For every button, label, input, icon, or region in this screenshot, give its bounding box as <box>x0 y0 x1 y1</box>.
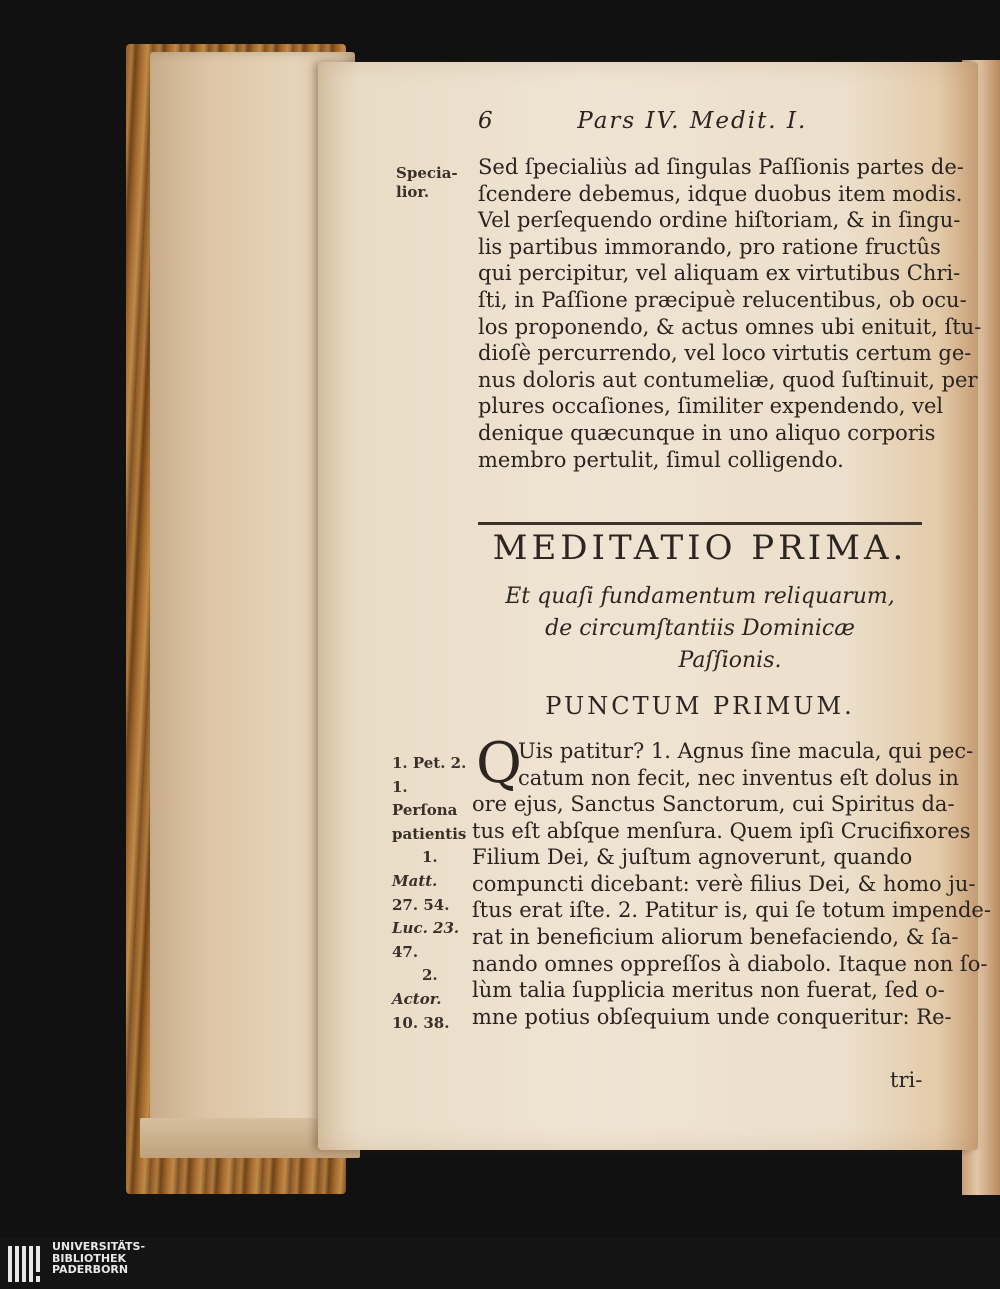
meditation-title: MEDITATIO PRIMA. <box>492 528 908 568</box>
text-line: ſti, in Paſſione præcipuè relucentibus, ob ocu- <box>478 287 967 312</box>
text-line: ſtus erat iſte. 2. Patitur is, qui ſe totum impende- <box>472 898 991 923</box>
margin-line: 1. Pet. 2. <box>392 754 467 772</box>
library-logo-text <box>52 1241 145 1276</box>
margin-line: 1. <box>392 777 408 796</box>
text-line: Sed ſpecialiùs ad ſingulas Paſſionis partes de- <box>478 155 964 179</box>
text-line: lis partibus immorando, pro ratione fructûs <box>478 234 941 259</box>
text-line: mne potius obſequium unde conqueritur: Re- <box>472 1004 952 1029</box>
text-line: lùm talia ſupplicia meritus non fuerat, ſed o- <box>472 978 945 1003</box>
meditation-subtitle-2: de circumſtantiis Dominicæ <box>545 616 855 641</box>
text-line: los proponendo, & actus omnes ubi enituit, ſtu- <box>478 314 982 339</box>
text-line: qui percipitur, vel aliquam ex virtutibus Chri- <box>478 261 961 286</box>
text-line: plures occaſiones, ſimiliter expendendo, vel <box>478 394 944 419</box>
text-line: dioſè percurrendo, vel loco virtutis certum ge- <box>478 341 972 366</box>
text-line: ſcendere debemus, idque duobus item modis. <box>478 181 963 206</box>
meditation-subtitle-1: Et quaſi fundamentum reliquarum, <box>505 584 895 609</box>
running-title: Pars IV. Medit. I. <box>577 108 808 134</box>
meditation-subtitle-3: Paſſionis. <box>678 648 782 673</box>
margin-line: 47. <box>392 942 419 961</box>
margin-note-top <box>396 164 458 202</box>
section-rule <box>478 522 922 525</box>
margin-line: 1. <box>422 848 438 867</box>
footer-bar <box>0 1238 1000 1289</box>
text-line: compuncti dicebant: verè filius Dei, & homo ju- <box>472 871 976 896</box>
margin-line: Matt. <box>392 871 438 890</box>
running-header <box>478 108 807 134</box>
margin-line: 27. 54. <box>392 895 450 914</box>
margin-line: Actor. <box>392 989 442 1008</box>
text-line: Vel perſequendo ordine hiſtoriam, & in ſingu- <box>478 208 961 233</box>
margin-line: Specia- <box>396 164 458 182</box>
margin-line: patientis <box>392 824 467 843</box>
drop-capital: Q <box>476 731 522 796</box>
text-line: membro pertulit, ſimul colligendo. <box>478 447 844 472</box>
paragraph-2-indented <box>518 738 973 791</box>
text-line: Uis patitur? 1. Agnus ſine macula, qui pec- <box>518 739 974 763</box>
logo-line: BIBLIOTHEK <box>52 1251 127 1265</box>
section-heading: PUNCTUM PRIMUM. <box>545 692 855 720</box>
logo-line: PADERBORN <box>52 1263 129 1276</box>
margin-note-bottom <box>392 752 466 1035</box>
logo-line: UNIVERSITÄTS- <box>52 1240 146 1253</box>
text-line: tus eſt abſque menſura. Quem ipſi Crucifixores <box>472 818 971 843</box>
text-line: ore ejus, Sanctus Sanctorum, cui Spiritus da- <box>472 792 955 816</box>
text-line: nus doloris aut contumeliæ, quod ſuſtinuit, per <box>478 367 978 392</box>
page-number: 6 <box>478 108 495 134</box>
margin-line: Luc. 23. <box>392 919 460 938</box>
library-logo-icon <box>6 1242 46 1286</box>
text-line: catum non fecit, nec inventus eſt dolus in <box>518 765 959 790</box>
text-line: denique quæcunque in uno aliquo corporis <box>478 420 936 445</box>
margin-line: 10. 38. <box>392 1013 450 1032</box>
paragraph-2 <box>472 791 991 1030</box>
margin-line: 2. <box>422 966 438 985</box>
text-line: Filium Dei, & juſtum agnoverunt, quando <box>472 845 913 870</box>
text-line: rat in beneficium aliorum benefaciendo, & ſa- <box>472 924 959 949</box>
text-line: nando omnes oppreſſos à diabolo. Itaque non ſo- <box>472 951 988 976</box>
margin-line: Perſona <box>392 801 458 820</box>
paragraph-1 <box>478 154 981 473</box>
catchword: tri- <box>890 1068 923 1092</box>
margin-line: lior. <box>396 183 430 201</box>
